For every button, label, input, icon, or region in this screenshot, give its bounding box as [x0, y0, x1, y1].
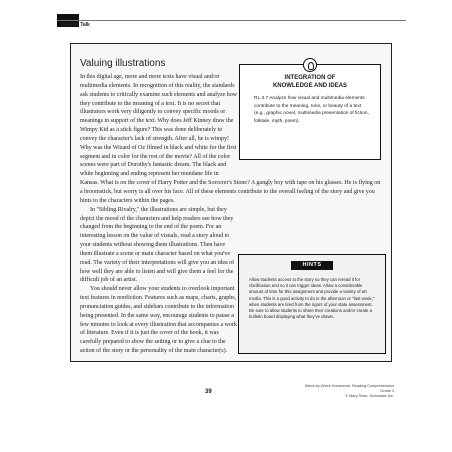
hints-box [238, 254, 386, 354]
footer-credit [300, 384, 394, 399]
header-divider [57, 20, 406, 21]
standard-text: RL.3.7 Analyze how visual and multimedia elements contribute to the meaning, tone, or beauty of a text (e.g., graphic novel, multimedia presentation of fiction, folktale, myth, poem). [254, 96, 369, 124]
standards-sidebar [239, 64, 381, 160]
sidebar-title [240, 74, 380, 90]
hints-title: HINTS [291, 261, 333, 270]
paragraph-3: You should never allow your students to overlook important text features in nonfiction. Features such as maps, charts, graphs, pronunciation guides, and sidebars contribute to the information being presented. In the same way, encourage students to pause a few minutes to look at every illustration that accompanies a work of literature. Even if it is just the cover of the book, it was carefully prepared to show the setting or to give a clue to the action of the story or the personality of the main character(s). [80, 286, 237, 355]
page-number: 39 [205, 389, 212, 395]
section-label: Teacher Talk [60, 22, 90, 28]
sidebar-title-line1: INTEGRATION OF [284, 75, 336, 81]
credit-line-2: © Mary Rose, Scholastic Inc. [345, 394, 394, 398]
sidebar-title-line2: KNOWLEDGE AND IDEAS [272, 83, 348, 89]
paragraph-1: In this digital age, more and more texts have visual and/or multimedia elements. In recognition of this reality, the standards ask students to critically examine such elements and analyze how they contribute to the meaning of a text. It is no secret that illustrators work very diligently to convey specific moods or meanings in support of the text. Why does Jeff Kinney draw the Wimpy Kid as a stick figure? This was done deliberately to convey the character's lack of strength. After all, he is wimpy! Why was the Wizard of Oz filmed in black and white for the first segment and in color for the rest of the movie? All of the color scenes were part of Dorothy's fantastic dream. The black and white beginning and ending represent her mundane life in Kansas. What is on the cover of Harry Potter and the Sorcerer's Stone? A gangly boy with tape on his glasses. He is flying on a broomstick, but worry is all over his face. All of these elements contribute to the overall feeling of the story and give you hints to the characters within the pages. [80, 74, 381, 204]
paragraph-2: In "Sibling Rivalry," the illustrations are simple, but they depict the mood of the characters and help readers see how they changed from the beginning to the end of the poem. For an interesting lesson on the value of visuals, read a story aloud to your students without showing them illustrations. Then have them illustrate a scene or main character based on what you've read. The variety of their interpretations will give you an idea of how well they are able to listen and will give them a feel for the difficult job of an artist. [80, 206, 235, 284]
lightbulb-icon [303, 58, 317, 72]
credit-line-1: Week-by-Week Homework: Reading Comprehension Grade 3 [304, 384, 394, 393]
hints-text: Allow students access to the story so they can reread it for clarification and so it can trigger ideas. Allow a considerable amount of time for this assignment and provide a variety of art media. This is a good activity to do in the afternoon or "last week," when students are tired from the rigors of your state assessment. Be sure to allow students to share their creations and/or create a bulletin board displaying what they've drawn. [249, 277, 375, 320]
page-title: Valuing illustrations [80, 58, 166, 69]
